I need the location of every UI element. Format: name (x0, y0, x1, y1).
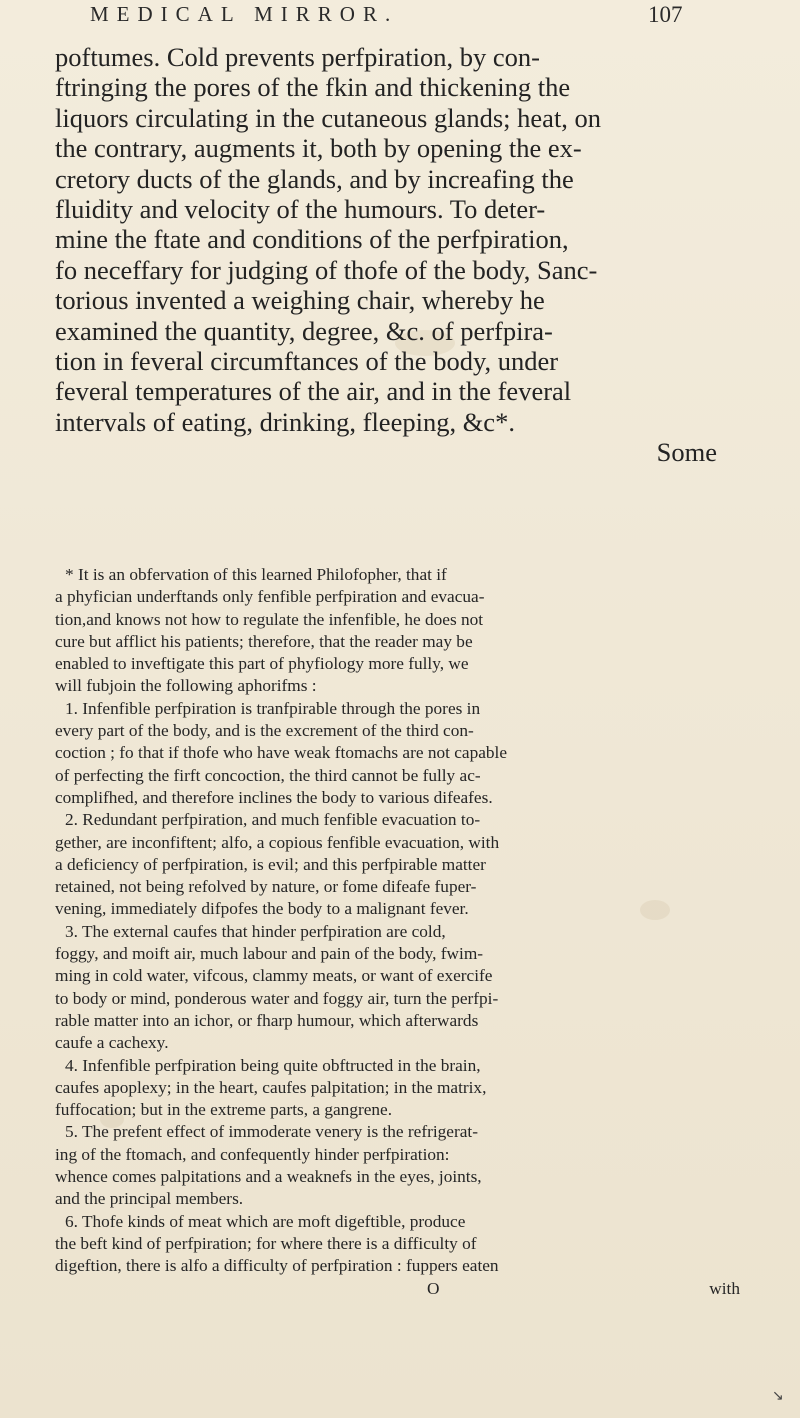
footnote-line: caufes apoplexy; in the heart, caufes palpitation; in the matrix, (55, 1077, 487, 1097)
aphorism-line: 5. The prefent effect of immoderate venery is the refrigerat- (65, 1122, 478, 1142)
text-line: cretory ducts of the glands, and by increafing the (55, 163, 574, 194)
footnote-line: caufe a cachexy. (55, 1033, 169, 1053)
margin-mark: ↘ (772, 1389, 784, 1404)
footnote-line: ming in cold water, vifcous, clammy meats, or want of exercife (55, 966, 493, 986)
text-line: examined the quantity, degree, &c. of perfpira- (55, 315, 553, 346)
text-line: poftumes. Cold prevents perfpiration, by con- (55, 42, 540, 72)
footnote-line: and the principal members. (55, 1189, 244, 1209)
signature-mark: O (427, 1278, 440, 1298)
footnote-line: of perfecting the firft concoction, the third cannot be fully ac- (55, 765, 481, 785)
footnote-line: to body or mind, ponderous water and foggy air, turn the perfpi- (55, 988, 499, 1008)
text-line: liquors circulating in the cutaneous glands; heat, on (55, 102, 602, 133)
main-text-block (55, 42, 745, 467)
footnote-line: gether, are inconfiftent; alfo, a copious fenfible evacuation, with (55, 832, 500, 852)
footnote-line: whence comes palpitations and a weaknefs in the eyes, joints, (55, 1167, 482, 1187)
catchword: Some (656, 437, 717, 468)
footnote-line: coction ; fo that if thofe who have weak ftomachs are not capable (55, 743, 508, 763)
aphorism-line: 4. Infenfible perfpiration being quite obftructed in the brain, (65, 1055, 481, 1075)
footnote-line: a phyfician underftands only fenfible perfpiration and evacua- (55, 587, 485, 607)
footnote-line: vening, immediately difpofes the body to a malignant fever. (55, 899, 469, 919)
text-line: feveral temperatures of the air, and in the feveral (55, 376, 572, 407)
footnote-line: rable matter into an ichor, or fharp humour, which afterwards (55, 1010, 479, 1030)
footnote-line: complifhed, and therefore inclines the body to various difeafes. (55, 787, 493, 807)
signature-line (55, 1278, 750, 1300)
footnote-line: digeftion, there is alfo a difficulty of perfpiration : fuppers eaten (55, 1256, 499, 1276)
footnote-line: retained, not being refolved by nature, or fome difeafe fuper- (55, 877, 477, 897)
page-header (0, 2, 800, 28)
page-number: 107 (648, 2, 683, 27)
footnote-catchword: with (709, 1278, 740, 1298)
aphorism-line: 2. Redundant perfpiration, and much fenfible evacuation to- (65, 810, 481, 830)
text-line: the contrary, augments it, both by opening the ex- (55, 133, 582, 164)
text-line: tion in feveral circumftances of the body, under (55, 345, 559, 376)
footnote-block (55, 564, 750, 1300)
footnote-line: * It is an obfervation of this learned Philofopher, that if (65, 565, 447, 584)
footnote-line: will fubjoin the following aphorifms : (55, 676, 317, 696)
text-line: fluidity and velocity of the humours. To deter- (55, 193, 546, 224)
text-line: fo neceffary for judging of thofe of the body, Sanc- (55, 254, 598, 285)
aphorism-line: 6. Thofe kinds of meat which are moft digeftible, produce (65, 1211, 466, 1231)
footnote-line: the beft kind of perfpiration; for where there is a difficulty of (55, 1233, 477, 1253)
footnote-line: enabled to inveftigate this part of phyfiology more fully, we (55, 654, 469, 674)
aphorism-line: 3. The external caufes that hinder perfpiration are cold, (65, 921, 446, 941)
footnote-line: fuffocation; but in the extreme parts, a gangrene. (55, 1100, 393, 1120)
text-line: ftringing the pores of the fkin and thickening the (55, 72, 571, 103)
footnote-line: every part of the body, and is the excrement of the third con- (55, 721, 474, 741)
footnote-line: tion,and knows not how to regulate the infenfible, he does not (55, 609, 484, 629)
footnote-line: ing of the ftomach, and confequently hinder perfpiration: (55, 1144, 450, 1164)
footnote-line: foggy, and moift air, much labour and pain of the body, fwim- (55, 944, 484, 964)
aphorism-line: 1. Infenfible perfpiration is tranfpirable through the pores in (65, 698, 481, 718)
text-line: mine the ftate and conditions of the perfpiration, (55, 224, 569, 255)
text-line: intervals of eating, drinking, fleeping, &c*. (55, 406, 515, 437)
text-line: torious invented a weighing chair, whereby he (55, 285, 545, 316)
footnote-line: cure but afflict his patients; therefore, that the reader may be (55, 631, 473, 651)
running-head: MEDICAL MIRROR. (90, 2, 399, 26)
footnote-line: a deficiency of perfpiration, is evil; and this perfpirable matter (55, 854, 486, 874)
